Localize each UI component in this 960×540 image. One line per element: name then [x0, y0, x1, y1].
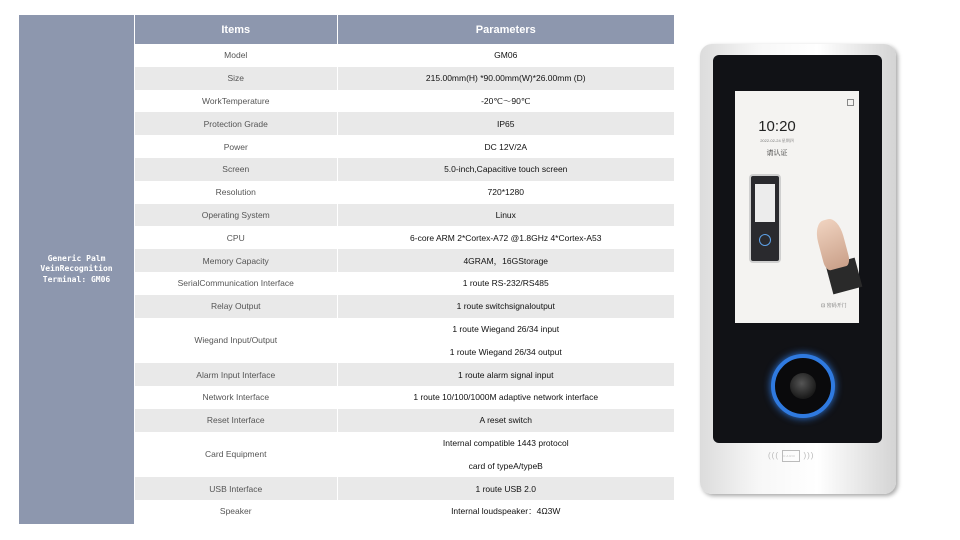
screen-time: 10:20 [758, 118, 796, 135]
item-cell: Screen [135, 158, 337, 181]
parameter-cell: IP65 [337, 112, 674, 135]
table-row [135, 409, 674, 432]
parameter-cell: 1 route 10/100/1000M adaptive network interface [337, 386, 674, 409]
parameter-cell: 215.00mm(H) *90.00mm(W)*26.00mm (D) [337, 67, 674, 90]
item-cell: Card Equipment [135, 432, 337, 478]
open-door-link: ⊡ 密码开门 [821, 303, 847, 309]
table-row [135, 112, 674, 135]
item-cell: Speaker [135, 500, 337, 523]
table-row [135, 272, 674, 295]
device-screen [735, 91, 859, 323]
table-row [135, 386, 674, 409]
screen-date: 2022-02-24 星期四 [760, 138, 794, 143]
items-header: Items [135, 15, 337, 44]
device-bezel [700, 44, 896, 494]
table-row [135, 158, 674, 181]
item-cell: Reset Interface [135, 409, 337, 432]
table-header [135, 15, 674, 44]
parameter-cell: 1 route Wiegand 26/34 input [337, 318, 674, 341]
parameter-cell: 1 route alarm signal input [337, 363, 674, 386]
table-row [135, 318, 674, 341]
card-icon: CARD [782, 450, 800, 462]
item-cell: Wiegand Input/Output [135, 318, 337, 364]
table-row [135, 363, 674, 386]
spec-table [135, 15, 674, 523]
item-cell: Relay Output [135, 295, 337, 318]
table-row [135, 500, 674, 523]
item-cell: CPU [135, 226, 337, 249]
parameter-cell: Linux [337, 204, 674, 227]
screen-settings-icon [847, 99, 854, 106]
parameter-cell: card of typeA/typeB [337, 454, 674, 477]
parameter-cell: DC 12V/2A [337, 135, 674, 158]
parameter-cell: 1 route RS-232/RS485 [337, 272, 674, 295]
parameter-cell: -20℃～90℃ [337, 90, 674, 113]
table-row [135, 67, 674, 90]
table-row [135, 181, 674, 204]
parameter-cell: 5.0-inch,Capacitive touch screen [337, 158, 674, 181]
item-cell: Network Interface [135, 386, 337, 409]
table-row [135, 295, 674, 318]
item-cell: Protection Grade [135, 112, 337, 135]
parameter-cell: 1 route switchsignaloutput [337, 295, 674, 318]
table-row [135, 477, 674, 500]
mini-device-illustration [749, 174, 781, 263]
parameter-cell: 1 route USB 2.0 [337, 477, 674, 500]
item-cell: Memory Capacity [135, 249, 337, 272]
hand-illustration [813, 216, 851, 271]
item-cell: Size [135, 67, 337, 90]
item-cell: Power [135, 135, 337, 158]
parameter-cell: 4GRAM，16GStorage [337, 249, 674, 272]
item-cell: Resolution [135, 181, 337, 204]
table-row [135, 135, 674, 158]
parameter-cell: Internal loudspeaker：4Ω3W [337, 500, 674, 523]
palm-scanner-icon [771, 354, 835, 418]
device-glass [713, 55, 882, 443]
product-label: Generic Palm VeinRecognition Terminal: GM06 [19, 15, 134, 524]
table-row [135, 432, 674, 455]
item-cell: Operating System [135, 204, 337, 227]
item-cell: USB Interface [135, 477, 337, 500]
item-cell: WorkTemperature [135, 90, 337, 113]
item-cell: SerialCommunication Interface [135, 272, 337, 295]
parameter-cell: 6-core ARM 2*Cortex-A72 @1.8GHz 4*Cortex-A53 [337, 226, 674, 249]
table-row [135, 249, 674, 272]
parameter-cell: 720*1280 [337, 181, 674, 204]
parameter-cell: GM06 [337, 44, 674, 67]
parameter-cell: Internal compatible 1443 protocol [337, 432, 674, 455]
scanner-lens [790, 373, 816, 399]
parameter-cell: A reset switch [337, 409, 674, 432]
table-row [135, 226, 674, 249]
item-cell: Alarm Input Interface [135, 363, 337, 386]
parameters-header: Parameters [337, 15, 674, 44]
item-cell: Model [135, 44, 337, 67]
screen-prompt: 请认证 [766, 150, 788, 157]
table-row [135, 90, 674, 113]
nfc-card-icon: ((( CARD ))) [768, 451, 815, 461]
parameter-cell: 1 route Wiegand 26/34 output [337, 340, 674, 363]
table-row [135, 44, 674, 67]
palm-terminal-photo [700, 44, 902, 498]
table-row [135, 204, 674, 227]
